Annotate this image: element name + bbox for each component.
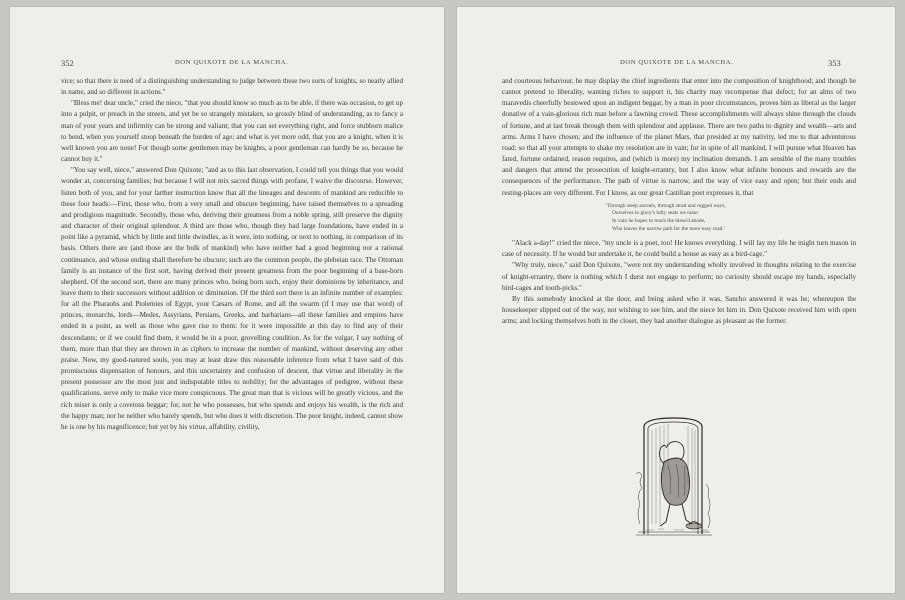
left-paragraph: vice; so that there is need of a distinguishing understanding to judge between these two sorts of knights, so nearly allied in name, and so different in actions." [61, 77, 403, 97]
left-paragraph: "You say well, niece," answered Don Quixote; "and as to this last observation, I could tell you things that you would wonder at, concerning families; but because I will not mix sacred things with profane, I waive the discourse. However, listen both of you, and for your farther instruction know that all the lineages and descents of mankind are reducible to these four heads:—First, those who, from a very small and obscure beginning, have raised themselves to a spreading and prodigious magnitude. Secondly, those who, deriving their greatness from a noble spring, still preserve the dignity and character of their original splendour. A third are those who, though they had large foundations, have ended in a point like a pyramid, which by little and little dwindles, as it were, into nothing, or next to nothing, in comparison of its basis. Others there are (and those are the bulk of mankind) who have neither had a good beginning nor a rational continuance, and whose ending shall therefore be obscure; such are the common people, the plebeian race. The Ottoman family is an instance of the first sort, having derived their present greatness from the poor beginning of a base-born shepherd. Of the second sort, there are many princes who, being born such, enjoy their dominions by inheritance, and leave them to their successors without addition or diminution. Of the third sort there is an infinite number of examples: for all the Pharaohs and Ptolemies of Egypt, your Cæsars of Rome, and all the swarm (if I may use that word) of princes, monarchs, lords—Medes, Assyrians, Persians, Greeks, and barbarians—all these families and empires have ended in a point, as well as those who gave rise to them: for it were impossible at this day to find any of their descendants; or if we could find them, it would be in a poor, grovelling condition. As for the vulgar, I say nothing of them, more than that they are thrown in as ciphers to increase the number of mankind, without deserving any other praise. Now, my good-natured souls, you may at least draw this reasonable inference from what I have said of this promiscuous dispensation of honours, and this uncertainty and confusion of descent, that virtue and liberality in the present possessor are the most just and indisputable titles to nobility; for the advantages of pedigree, without these qualifications, serve only to make vice more conspicuous. The great man that is vicious will be greatly vicious, and the rich miser is only a covetous beggar; for, not he who possesses, but who spends and enjoys his wealth, is the rich and the happy man; nor he neither who barely spends, but who does it with discretion. The poor knight, indeed, cannot show he is one by his magnificence; but yet by his virtue, affability, civility, [61, 166, 403, 431]
right-paragraph: and courteous behaviour, he may display the chief ingredients that enter into the composition of knighthood; and though he cannot pretend to liberality, wanting riches to support it, his charity may recompense that defect; for an alms of two maravedis cheerfully bestowed upon an indigent beggar, by a man in poor circumstances, proves him as liberal as the larger donative of a vain-glorious rich man before a fawning crowd. These accomplishments will always shine through the clouds of fortune, and at last break through them with splendour and applause. There are two paths to dignity and wealth—arts and arms. Arms I have chosen; and the influence of the planet Mars, that presided at my nativity, led me to that adventurous road: so that all your attempts to shake my resolution are in vain; for in spite of all mankind, I will pursue what Heaven has fated, fortune ordained, reason requires, and (which is more) my inclination demands. I am sensible of the many troubles and dangers that attend the prosecution of knight-errantry, but I also know what infinite honours and rewards are the consequences of the performance. The path of virtue is narrow, and the way of vice easy and open; but their ends and resting-places are very different. For I know, as our great Castilian poet expresses it, that [502, 77, 856, 197]
poem-line: Who leaves the narrow path for the more easy road.' [612, 225, 725, 232]
left-body-text [61, 76, 403, 433]
left-paragraph: "Bless me! dear uncle," cried the niece, "that you should know so much as to be able, if there was occasion, to get up into a pulpit, or preach in the streets, and yet be so strangely mistaken, so grossly blind of understanding, as to fancy a man of your years and infirmity can be strong and valiant; that you can set everything right, and force stubborn malice to bend, when you yourself stoop beneath the burden of age; and what is yet more odd, that you are a knight, when it is well known you are none! For though some gentlemen may be knights, a poor gentleman can hardly be so, because he cannot buy it." [61, 99, 403, 164]
left-running-head: DON QUIXOTE DE LA MANCHA. [175, 59, 289, 66]
left-page-number: 352 [61, 58, 74, 68]
right-paragraph: By this somebody knocked at the door, and being asked who it was, Sancho answered it was he; whereupon the housekeeper slipped out of the way, not wishing to see him, and the niece let him in. Don Quixote received him with open arms; and locking themselves both in the closet, they had another dialogue as pleasant as the former. [502, 294, 856, 326]
right-page-number: 353 [828, 58, 841, 68]
right-body-text [502, 76, 856, 327]
right-paragraph: "Why truly, niece," said Don Quixote, "were not my understanding wholly involved in thoughts relating to the exercise of knight-errantry, there is nothing which I durst not engage to perform; no curiosity should escape my hands, especially bird-cages and tooth-picks." [502, 261, 856, 292]
poem-line: 'Through steep ascents, through strait and rugged ways, [606, 202, 726, 209]
poem-line: Ourselves to glory's lofty seats we raise: [612, 210, 699, 217]
poem-line: In vain he hopes to reach the bless'd abode, [612, 217, 706, 224]
right-paragraph: "Alack a-day!" cried the niece, "my uncle is a poet, too! He knows everything. I will lay my life he might turn mason in case of necessity. If he would but undertake it, he could build a house as easy as a bird-cage." [502, 239, 856, 259]
poem-quotation [606, 203, 856, 233]
engraving-illustration [634, 414, 714, 538]
right-running-head: DON QUIXOTE DE LA MANCHA. [620, 59, 734, 66]
right-page [456, 6, 896, 594]
left-page [9, 6, 445, 594]
